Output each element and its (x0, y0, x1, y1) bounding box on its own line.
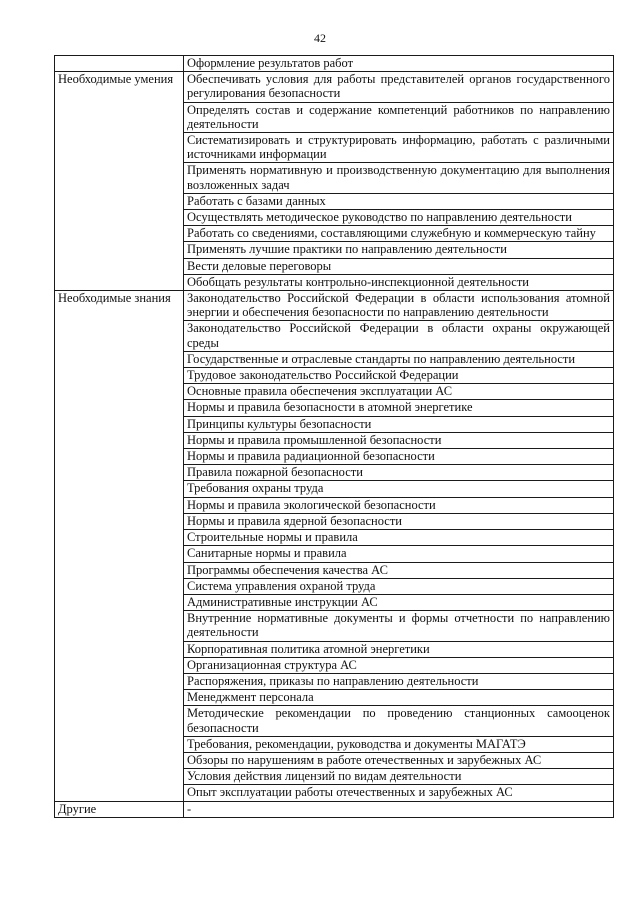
requirement-item: Строительные нормы и правила (184, 530, 614, 546)
requirement-item: Применять нормативную и производственную документацию для выполнения возложенных задач (184, 163, 614, 193)
requirement-item: Принципы культуры безопасности (184, 416, 614, 432)
requirement-item: Законодательство Российской Федерации в области охраны окружающей среды (184, 321, 614, 351)
requirements-table-body (55, 56, 614, 818)
requirement-item: Законодательство Российской Федерации в области использования атомной энергии и обеспечения безопасности по направлению деятельности (184, 291, 614, 321)
requirement-item: Условия действия лицензий по видам деятельности (184, 769, 614, 785)
requirement-item: - (184, 801, 614, 817)
requirement-item: Систематизировать и структурировать информацию, работать с различными источниками информации (184, 133, 614, 163)
requirement-item: Организационная структура АС (184, 657, 614, 673)
section-label: Необходимые знания (55, 291, 184, 802)
requirement-item: Трудовое законодательство Российской Федерации (184, 368, 614, 384)
requirements-table (54, 55, 614, 818)
requirement-item: Санитарные нормы и правила (184, 546, 614, 562)
requirement-item: Административные инструкции АС (184, 594, 614, 610)
requirement-item: Обобщать результаты контрольно-инспекционной деятельности (184, 274, 614, 290)
requirement-item: Система управления охраной труда (184, 578, 614, 594)
section-label: Необходимые умения (55, 72, 184, 291)
requirement-item: Основные правила обеспечения эксплуатации АС (184, 384, 614, 400)
requirement-item: Внутренние нормативные документы и формы отчетности по направлению деятельности (184, 611, 614, 641)
requirement-item: Нормы и правила ядерной безопасности (184, 513, 614, 529)
requirement-item: Государственные и отраслевые стандарты по направлению деятельности (184, 351, 614, 367)
requirement-item: Обеспечивать условия для работы представителей органов государственного регулирования безопасности (184, 72, 614, 102)
requirement-item: Требования охраны труда (184, 481, 614, 497)
requirement-item: Опыт эксплуатации работы отечественных и зарубежных АС (184, 785, 614, 801)
requirement-item: Распоряжения, приказы по направлению деятельности (184, 673, 614, 689)
requirement-item: Определять состав и содержание компетенций работников по направлению деятельности (184, 102, 614, 132)
requirement-item: Нормы и правила экологической безопасности (184, 497, 614, 513)
requirement-item: Нормы и правила радиационной безопасности (184, 449, 614, 465)
table-row (55, 56, 614, 72)
section-label: Другие (55, 801, 184, 817)
requirement-item: Менеджмент персонала (184, 690, 614, 706)
requirement-item: Работать со сведениями, составляющими служебную и коммерческую тайну (184, 226, 614, 242)
requirement-item: Нормы и правила безопасности в атомной энергетике (184, 400, 614, 416)
requirement-item: Правила пожарной безопасности (184, 465, 614, 481)
requirement-item: Вести деловые переговоры (184, 258, 614, 274)
requirement-item: Оформление результатов работ (184, 56, 614, 72)
table-row (55, 72, 614, 102)
requirement-item: Применять лучшие практики по направлению деятельности (184, 242, 614, 258)
requirement-item: Корпоративная политика атомной энергетики (184, 641, 614, 657)
requirement-item: Обзоры по нарушениям в работе отечественных и зарубежных АС (184, 752, 614, 768)
requirement-item: Методические рекомендации по проведению станционных самооценок безопасности (184, 706, 614, 736)
requirement-item: Работать с базами данных (184, 193, 614, 209)
table-row (55, 291, 614, 321)
page-number: 42 (314, 31, 326, 45)
requirement-item: Нормы и правила промышленной безопасности (184, 432, 614, 448)
requirement-item: Требования, рекомендации, руководства и документы МАГАТЭ (184, 736, 614, 752)
requirement-item: Программы обеспечения качества АС (184, 562, 614, 578)
section-label (55, 56, 184, 72)
requirement-item: Осуществлять методическое руководство по направлению деятельности (184, 210, 614, 226)
table-row (55, 801, 614, 817)
